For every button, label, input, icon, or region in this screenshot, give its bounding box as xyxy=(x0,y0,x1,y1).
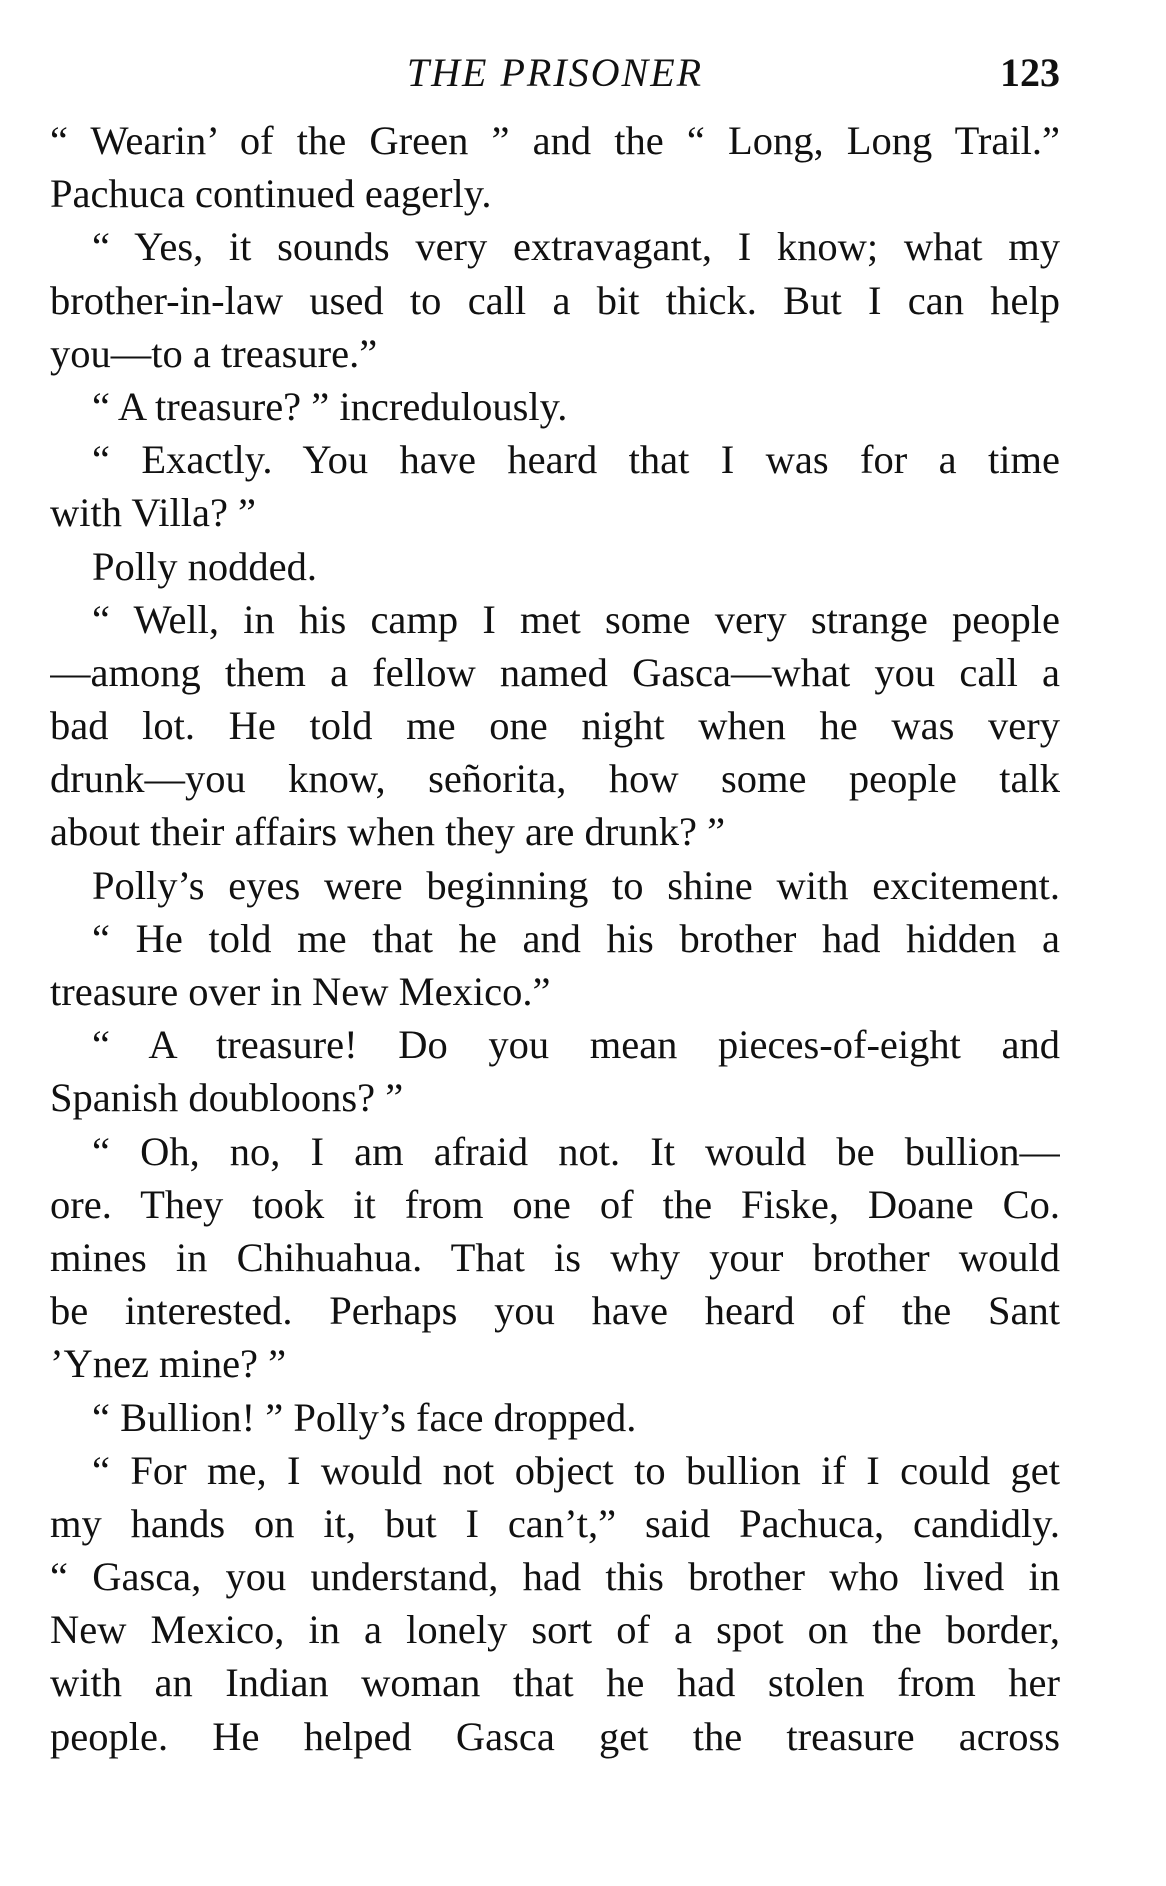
text-line-26: “ For me, I would not object to bullion if I could get xyxy=(92,1447,1060,1493)
text-line-3: “ Yes, it sounds very extravagant, I know; what my xyxy=(92,224,1060,270)
text-line-17: treasure over in New Mexico.” xyxy=(50,969,551,1014)
text-line-29: New Mexico, in a lonely sort of a spot on the border, xyxy=(50,1607,1060,1653)
text-line-9: Polly nodded. xyxy=(92,543,318,589)
text-line-15: Polly’s eyes were beginning to shine with excitement. xyxy=(92,862,1060,908)
text-line-27: my hands on it, but I can’t,” said Pachuca, candidly. xyxy=(50,1500,1060,1546)
running-head xyxy=(50,48,1060,108)
text-line-13: drunk—you know, señorita, how some people talk xyxy=(50,756,1060,802)
text-line-14: about their affairs when they are drunk? ” xyxy=(50,809,726,855)
text-line-28: “ Gasca, you understand, had this brother who lived in xyxy=(50,1554,1060,1600)
text-line-21: ore. They took it from one of the Fiske, Doane Co. xyxy=(50,1181,1060,1227)
text-line-6: “ A treasure? ” incredulously. xyxy=(92,383,568,429)
text-line-20: “ Oh, no, I am afraid not. It would be bullion— xyxy=(92,1128,1060,1174)
text-line-1: “ Wearin’ of the Green ” and the “ Long, Long Trail.” xyxy=(50,118,1060,163)
text-line-18: “ A treasure! Do you mean pieces-of-eight and xyxy=(92,1022,1060,1068)
text-line-10: “ Well, in his camp I met some very strange people xyxy=(92,596,1060,642)
book-page xyxy=(50,48,1060,1763)
text-line-7: “ Exactly. You have heard that I was for a time xyxy=(92,437,1060,483)
running-title: THE PRISONER xyxy=(406,50,704,95)
text-line-16: “ He told me that he and his brother had hidden a xyxy=(92,915,1060,961)
text-line-11: —among them a fellow named Gasca—what you call a xyxy=(50,649,1060,695)
text-line-24: ’Ynez mine? ” xyxy=(50,1341,287,1387)
page-number: 123 xyxy=(1000,50,1060,95)
text-line-19: Spanish doubloons? ” xyxy=(50,1075,404,1121)
body-text xyxy=(50,114,1060,1763)
text-line-8: with Villa? ” xyxy=(50,490,257,536)
text-line-30: with an Indian woman that he had stolen from her xyxy=(50,1660,1060,1706)
text-line-2: Pachuca continued eagerly. xyxy=(50,171,492,217)
text-line-22: mines in Chihuahua. That is why your brother would xyxy=(50,1234,1060,1280)
text-line-4: brother-in-law used to call a bit thick. But I can help xyxy=(50,277,1060,323)
text-line-23: be interested. Perhaps you have heard of the Sant xyxy=(50,1288,1060,1334)
text-line-12: bad lot. He told me one night when he was very xyxy=(50,703,1060,749)
text-line-31: people. He helped Gasca get the treasure across xyxy=(50,1713,1060,1759)
text-line-5: you—to a treasure.” xyxy=(50,330,378,376)
text-line-25: “ Bullion! ” Polly’s face dropped. xyxy=(92,1394,637,1440)
